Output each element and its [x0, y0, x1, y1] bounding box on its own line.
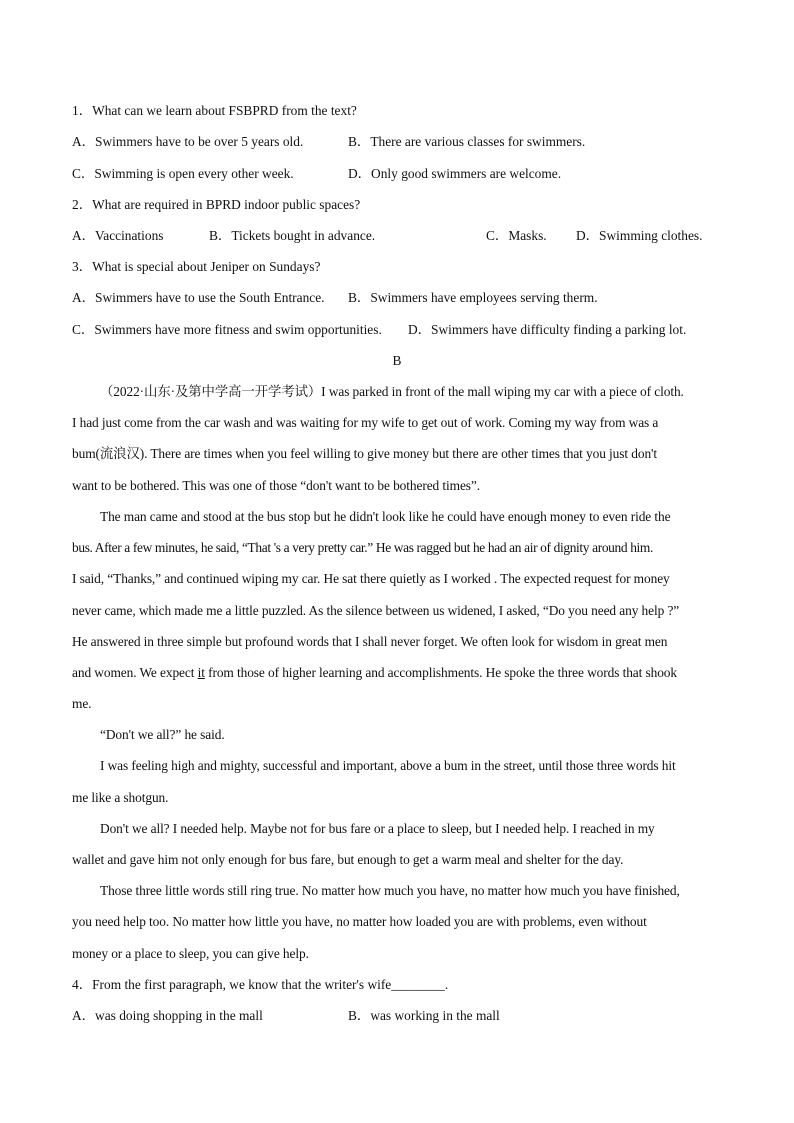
passage-p1-line: bum(流浪汉). There are times when you feel willing to give money but there are other times that you just don't [72, 446, 657, 461]
passage-p6-line: money or a place to sleep, you can give help. [72, 946, 309, 961]
question-3-option-a: A．Swimmers have to use the South Entrance. [72, 290, 325, 305]
question-2-stem: 2．What are required in BPRD indoor public spaces? [72, 197, 361, 212]
question-2-option-a: A．Vaccinations [72, 228, 164, 243]
passage-p5-line: Don't we all? I needed help. Maybe not for bus fare or a place to sleep, but I needed help. I reached in my [100, 821, 655, 836]
answer-blank: ________ [391, 977, 445, 992]
question-3-option-b: B．Swimmers have employees serving therm. [348, 290, 598, 305]
passage-p1-line: want to be bothered. This was one of those “don't want to be bothered times”. [72, 478, 480, 493]
question-2-option-d: D．Swimming clothes. [576, 228, 703, 243]
passage-p2-line6-after: from those of higher learning and accomplishments. He spoke the three words that shook [204, 665, 677, 680]
question-1-option-b: B．There are various classes for swimmers. [348, 134, 586, 149]
question-1-stem: 1．What can we learn about FSBPRD from the text? [72, 103, 357, 118]
passage-p2-line: never came, which made me a little puzzled. As the silence between us widened, I asked, “Do you need any help ?” [72, 603, 680, 618]
passage-p1-line: I had just come from the car wash and was waiting for my wife to get out of work. Coming my way from was a [72, 415, 659, 430]
question-3-stem: 3．What is special about Jeniper on Sundays? [72, 259, 321, 274]
passage-p2-line: The man came and stood at the bus stop but he didn't look like he could have enough money to even ride the [100, 509, 671, 524]
question-4-option-b: B．was working in the mall [348, 1008, 500, 1023]
question-4-stem-end: . [444, 977, 449, 992]
passage-p1-line: （2022·山东·及第中学高一开学考试）I was parked in front of the mall wiping my car with a piece of cloth. [100, 384, 684, 399]
question-2-option-c: C．Masks. [486, 228, 547, 243]
passage-p6-line: Those three little words still ring true. No matter how much you have, no matter how much you have finished, [100, 883, 680, 898]
passage-p2-line: I said, “Thanks,” and continued wiping my car. He sat there quietly as I worked . The expected request for money [72, 571, 670, 586]
question-3-option-d: D．Swimmers have difficulty finding a parking lot. [408, 322, 687, 337]
passage-p2-line6-before: and women. We expect [72, 665, 198, 680]
passage-p4-line: I was feeling high and mighty, successful and important, above a bum in the street, until those three words hit [100, 758, 676, 773]
underlined-word-it: it [197, 665, 205, 680]
passage-p4-line: me like a shotgun. [72, 790, 169, 805]
question-3-option-c: C．Swimmers have more fitness and swim opportunities. [72, 322, 382, 337]
question-4-option-a: A．was doing shopping in the mall [72, 1008, 263, 1023]
passage-p2-line: He answered in three simple but profound words that I shall never forget. We often look for wisdom in great men [72, 634, 668, 649]
question-4-stem-text: 4．From the first paragraph, we know that the writer's wife [72, 977, 392, 992]
passage-p6-line: you need help too. No matter how little you have, no matter how loaded you are with problems, even without [72, 914, 647, 929]
passage-p2-line: me. [72, 696, 92, 711]
question-1-option-c: C．Swimming is open every other week. [72, 166, 294, 181]
passage-p2-line [72, 665, 724, 681]
question-1-option-d: D．Only good swimmers are welcome. [348, 166, 562, 181]
passage-p5-line: wallet and gave him not only enough for bus fare, but enough to get a warm meal and shelter for the day. [72, 852, 624, 867]
section-label: B [392, 353, 402, 368]
question-2-option-b: B．Tickets bought in advance. [209, 228, 376, 243]
question-1-option-a: A．Swimmers have to be over 5 years old. [72, 134, 304, 149]
passage-p2-line: bus. After a few minutes, he said, “That 's a very pretty car.” He was ragged but he had an air of dignity around him. [72, 540, 653, 555]
passage-p3: “Don't we all?” he said. [100, 727, 225, 742]
question-4-stem [72, 977, 448, 993]
